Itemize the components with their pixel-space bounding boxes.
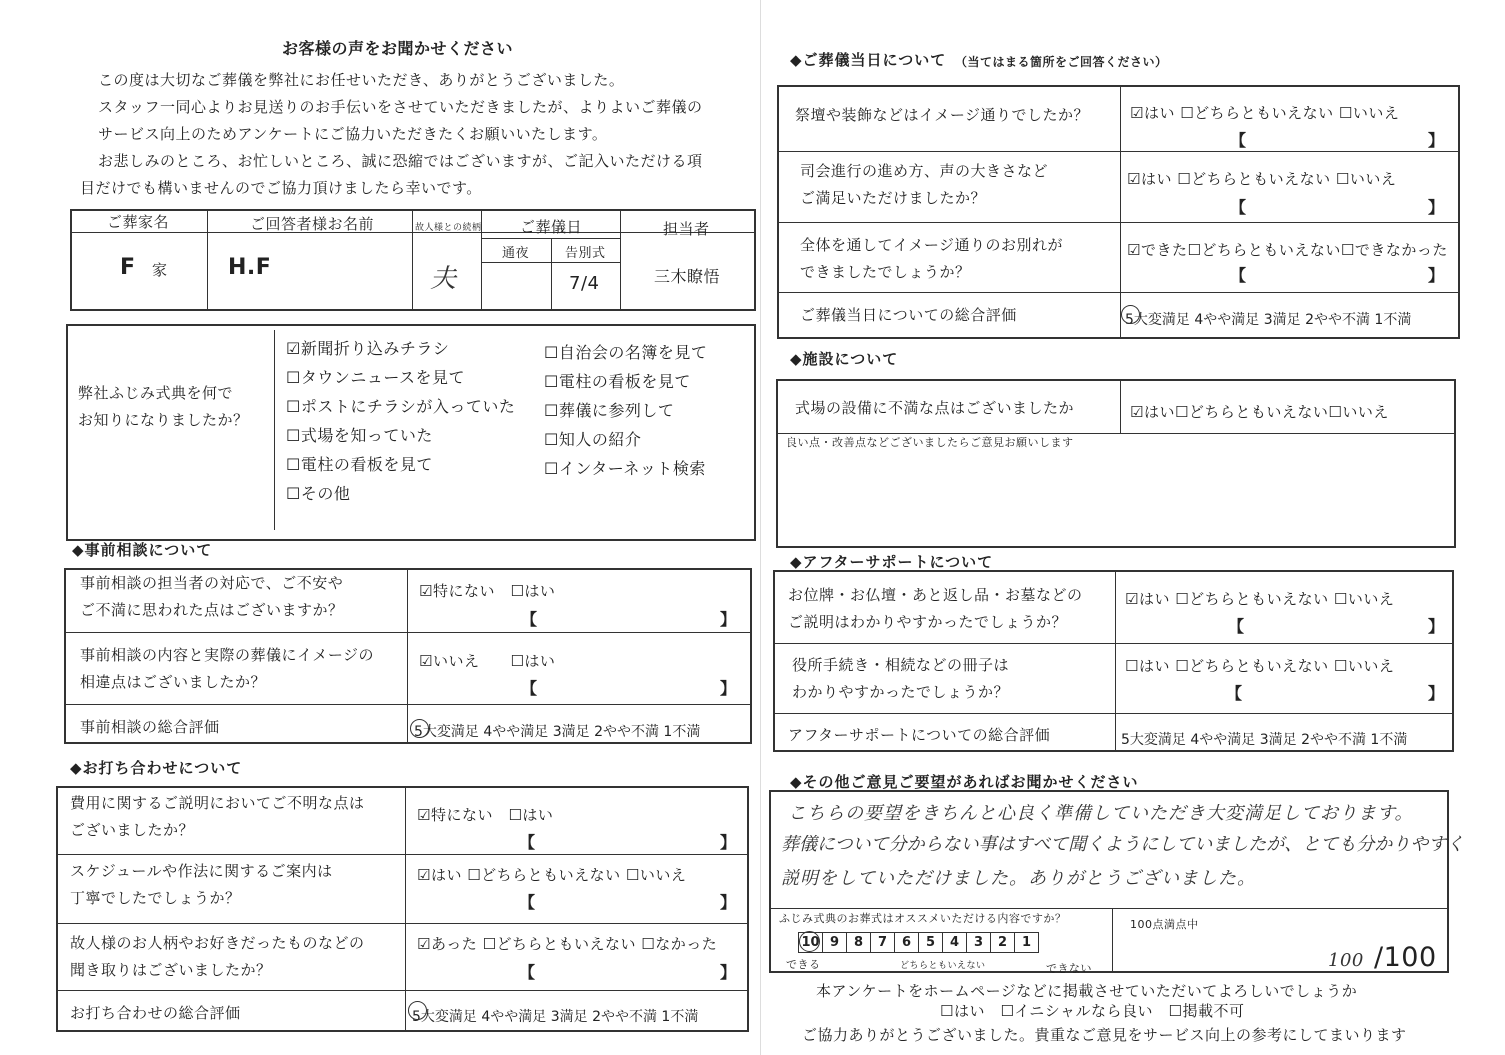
row-divider — [773, 713, 1454, 714]
howknow-option[interactable]: ☐電柱の看板を見て — [544, 372, 691, 391]
consult-q2-options[interactable]: ☑いいえ ☐はい — [419, 652, 556, 670]
scale-cell[interactable]: 7 — [870, 932, 895, 953]
meeting-rating-options[interactable]: 5大変満足 4やや満足 3満足 2やや不満 1不満 — [412, 1009, 699, 1025]
answer-bracket-close: 】 — [1428, 131, 1445, 150]
info-divider — [412, 209, 413, 311]
consult-q1: 事前相談の担当者の対応で、ご不安や ご不満に思われた点はございますか？ — [80, 574, 344, 619]
row-divider — [64, 632, 752, 633]
answer-bracket-open: 【 — [519, 893, 536, 912]
answer-bracket-open: 【 — [1230, 266, 1247, 285]
intro-line-2: スタッフ一同心よりお見送りのお手伝いをさせていただきましたが、よりよいご葬儀の — [98, 98, 703, 116]
col-divider — [1112, 908, 1113, 973]
meeting-q2: スケジュールや作法に関するご案内は 丁寧でしたでしょうか？ — [70, 862, 333, 907]
after-rating-options[interactable]: 5大変満足 4やや満足 3満足 2やや不満 1不満 — [1121, 732, 1408, 748]
answer-bracket-open: 【 — [521, 679, 538, 698]
score-value: 100 — [1328, 950, 1364, 971]
score-max: /100 — [1374, 942, 1437, 973]
recommend-high-label: できない — [1046, 962, 1092, 975]
facility-q1: 式場の設備に不満な点はございましたか — [795, 399, 1075, 417]
howknow-option[interactable]: ☐インターネット検索 — [544, 459, 706, 478]
intro-line-3: サービス向上のためアンケートにご協力いただきたくお願いいたします。 — [98, 125, 608, 143]
selected-recommend-circle — [799, 931, 820, 952]
meeting-q3-options[interactable]: ☑あった ☐どちらともいえない ☐なかった — [417, 935, 718, 953]
howknow-option[interactable]: ☐知人の紹介 — [544, 430, 642, 449]
consult-rating-options[interactable]: 5大変満足 4やや満足 3満足 2やや不満 1不満 — [414, 724, 701, 740]
after-heading: ◆アフターサポートについて — [790, 553, 994, 571]
publish-question: 本アンケートをホームページなどに掲載させていただいてよろしいでしょうか — [816, 982, 1358, 1000]
opinion-heading: ◆その他ご意見ご要望があればお聞かせください — [790, 773, 1139, 791]
row-divider — [777, 292, 1460, 293]
howknow-option[interactable]: ☐葬儀に参列して — [544, 401, 675, 420]
howknow-option[interactable]: ☐式場を知っていた — [286, 426, 433, 445]
scale-cell[interactable]: 2 — [990, 932, 1015, 953]
selected-rating-circle — [1121, 305, 1140, 324]
answer-bracket-close: 】 — [1428, 684, 1445, 703]
publish-options[interactable]: ☐はい ☐イニシャルなら良い ☐掲載不可 — [940, 1002, 1245, 1020]
dayof-rating-options[interactable]: 5大変満足 4やや満足 3満足 2やや不満 1不満 — [1125, 312, 1412, 328]
col-divider — [405, 786, 406, 1032]
answer-bracket-open: 【 — [1230, 131, 1247, 150]
opinion-line-2: 葬儀について分からない事はすべて聞くようにしていましたが、とても分かりやすく — [781, 834, 1465, 855]
meeting-q4: お打ち合わせの総合評価 — [70, 1004, 241, 1022]
wake-label: 通夜 — [502, 246, 530, 261]
ceremony-date-value: 7/4 — [569, 273, 600, 294]
meeting-q3: 故人様のお人柄やお好きだったものなどの 聞き取りはございましたか？ — [70, 934, 365, 979]
after-q2-options[interactable]: ☐はい ☐どちらともいえない ☐いいえ — [1125, 657, 1395, 675]
after-q3: アフターサポートについての総合評価 — [788, 726, 1051, 744]
answer-bracket-open: 【 — [1230, 198, 1247, 217]
survey-title: お客様の声をお聞かせください — [282, 39, 514, 58]
answer-bracket-open: 【 — [1228, 617, 1245, 636]
relation-label: 故人様との続柄 — [415, 223, 482, 233]
scale-cell[interactable]: 1 — [1014, 932, 1039, 953]
answer-bracket-close: 】 — [720, 679, 737, 698]
answer-bracket-close: 】 — [1428, 266, 1445, 285]
info-table — [70, 209, 756, 311]
dayof-q3: 全体を通してイメージ通りのお別れが できましたでしょうか？ — [800, 236, 1064, 281]
meeting-q1-options[interactable]: ☑特にない ☐はい — [417, 806, 554, 824]
col-divider — [1115, 570, 1116, 752]
respondent-value: H.F — [228, 255, 272, 280]
selected-rating-circle — [410, 719, 429, 738]
ceremony-label: 告別式 — [565, 246, 606, 261]
row-divider — [773, 643, 1454, 644]
info-divider — [551, 238, 552, 311]
info-header-line — [70, 232, 756, 233]
consult-q1-options[interactable]: ☑特にない ☐はい — [419, 582, 556, 600]
funeral-date-label: ご葬儀日 — [520, 218, 583, 236]
staff-value: 三木瞭悟 — [654, 267, 721, 286]
howknow-question: 弊社ふじみ式典を何で お知りになりましたか？ — [78, 384, 249, 429]
opinion-line-1: こちらの要望をきちんと心良く準備していただき大変満足しております。 — [788, 803, 1414, 824]
row-divider — [769, 908, 1449, 909]
scale-cell[interactable]: 8 — [846, 932, 871, 953]
meeting-q1: 費用に関するご説明においてご不明な点は ございましたか？ — [70, 794, 365, 839]
scale-cell[interactable]: 4 — [942, 932, 967, 953]
intro-line-1: この度は大切なご葬儀を弊社にお任せいただき、ありがとうございました。 — [98, 71, 625, 89]
col-divider — [407, 568, 408, 744]
after-q2: 役所手続き・相続などの冊子は わかりやすかったでしょうか？ — [792, 656, 1010, 701]
info-divider — [620, 209, 621, 311]
dayof-q2-options[interactable]: ☑はい ☐どちらともいえない ☐いいえ — [1127, 170, 1397, 188]
howknow-option[interactable]: ☐その他 — [286, 484, 351, 503]
scale-cell[interactable]: 6 — [894, 932, 919, 953]
col-divider — [1120, 85, 1121, 339]
answer-bracket-close: 】 — [1428, 617, 1445, 636]
howknow-divider — [274, 330, 275, 530]
recommend-mid-label: どちらともいえない — [900, 961, 986, 971]
dayof-heading: ◆ご葬儀当日について — [790, 51, 947, 69]
row-divider — [56, 854, 749, 855]
dayof-q2: 司会進行の進め方、声の大きさなど ご満足いただけましたか？ — [800, 162, 1049, 207]
relation-value: 夫 — [430, 264, 457, 294]
answer-bracket-open: 【 — [521, 610, 538, 629]
consult-heading: ◆事前相談について — [72, 541, 213, 559]
info-divider — [481, 238, 620, 239]
answer-bracket-close: 】 — [1428, 198, 1445, 217]
dayof-q3-options[interactable]: ☑できた☐どちらともいえない☐できなかった — [1127, 241, 1448, 259]
respondent-label: ご回答者様お名前 — [250, 215, 375, 233]
scale-cell[interactable]: 9 — [822, 932, 847, 953]
scale-cell[interactable]: 5 — [918, 932, 943, 953]
howknow-option[interactable]: ☐自治会の名簿を見て — [544, 343, 708, 362]
intro-line-4: お悲しみのところ、お忙しいところ、誠に恐縮ではございますが、ご記入いただける項 — [98, 152, 703, 170]
answer-bracket-close: 】 — [720, 833, 737, 852]
howknow-option[interactable]: ☐電柱の看板を見て — [286, 455, 433, 474]
recommend-question: ふじみ式典のお葬式はオススメいただける内容ですか？ — [779, 912, 1067, 925]
dayof-q1-options[interactable]: ☑はい ☐どちらともいえない ☐いいえ — [1130, 104, 1400, 122]
after-q1-options[interactable]: ☑はい ☐どちらともいえない ☐いいえ — [1125, 590, 1395, 608]
selected-rating-circle — [408, 1001, 427, 1020]
page-fold — [760, 0, 761, 1055]
opinion-line-3: 説明をしていただけました。ありがとうございました。 — [781, 868, 1256, 889]
answer-bracket-close: 】 — [720, 893, 737, 912]
row-divider — [56, 990, 749, 991]
thanks-text: ご協力ありがとうございました。貴重なご意見をサービス向上の参考にしてまいります — [802, 1026, 1407, 1044]
facility-q1-options[interactable]: ☑はい☐どちらともいえない☐いいえ — [1130, 403, 1389, 421]
howknow-option[interactable]: ☐タウンニュースを見て — [286, 368, 466, 387]
scale-cell[interactable]: 10 — [798, 932, 823, 953]
meeting-q2-options[interactable]: ☑はい ☐どちらともいえない ☐いいえ — [417, 866, 687, 884]
answer-bracket-open: 【 — [519, 963, 536, 982]
scale-cell[interactable]: 3 — [966, 932, 991, 953]
howknow-option[interactable]: ☐ポストにチラシが入っていた — [286, 397, 516, 416]
howknow-option[interactable]: ☑新聞折り込みチラシ — [286, 339, 450, 358]
after-q1: お位牌・お仏壇・あと返し品・お墓などの ご説明はわかりやすかったでしょうか？ — [788, 586, 1083, 631]
answer-bracket-close: 】 — [720, 610, 737, 629]
meeting-heading: ◆お打ち合わせについて — [70, 759, 243, 777]
recommend-low-label: できる — [786, 958, 821, 971]
intro-line-5: 目だけでも構いませんのでご協力頂けましたら幸いです。 — [80, 179, 482, 197]
family-name-value: F — [120, 255, 136, 280]
dayof-heading-note: （当てはまる箇所をご回答ください） — [955, 55, 1168, 69]
recommend-scale — [798, 932, 1038, 953]
score-note: 100点満点中 — [1130, 918, 1199, 931]
facility-heading: ◆施設について — [790, 350, 899, 368]
info-divider — [481, 262, 620, 263]
info-divider — [207, 209, 208, 311]
staff-label: 担当者 — [663, 220, 710, 238]
answer-bracket-close: 】 — [720, 963, 737, 982]
consult-q2: 事前相談の内容と実際の葬儀にイメージの 相違点はございましたか？ — [80, 646, 375, 691]
dayof-q4: ご葬儀当日についての総合評価 — [800, 306, 1017, 324]
family-name-label: ご葬家名 — [107, 213, 170, 231]
facility-note-label: 良い点・改善点などございましたらご意見お願いします — [786, 436, 1074, 449]
family-suffix: 家 — [152, 261, 168, 279]
answer-bracket-open: 【 — [1226, 684, 1243, 703]
row-divider — [777, 222, 1460, 223]
consult-q3: 事前相談の総合評価 — [80, 718, 220, 736]
row-divider — [64, 704, 752, 705]
col-divider — [1120, 379, 1121, 433]
answer-bracket-open: 【 — [519, 833, 536, 852]
row-divider — [56, 923, 749, 924]
row-divider — [777, 151, 1460, 152]
dayof-q1: 祭壇や装飾などはイメージ通りでしたか？ — [795, 106, 1090, 124]
